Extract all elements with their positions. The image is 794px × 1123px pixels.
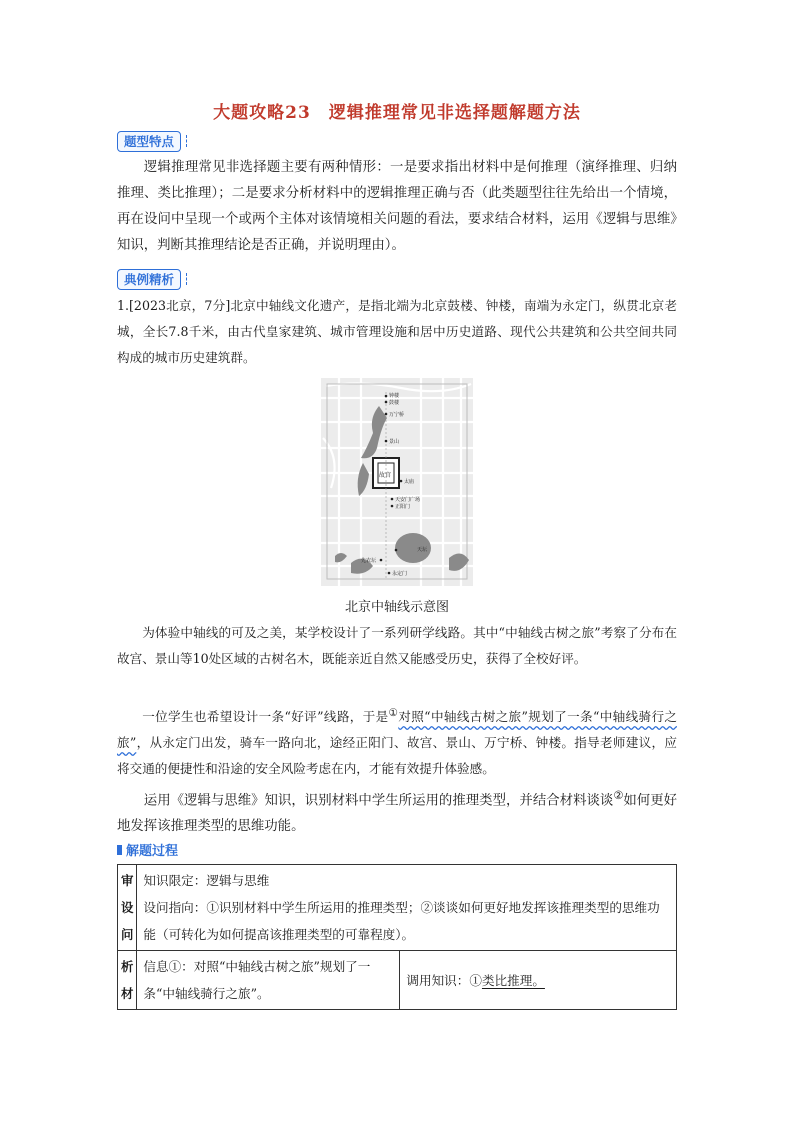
section-tag-examples: 典例精析 xyxy=(117,269,181,290)
p3-text-a: 运用《逻辑与思维》知识，识别材料中学生所运用的推理类型，并结合材料谈谈 xyxy=(143,793,614,809)
map-label-zhengyangmen: 正阳门 xyxy=(395,504,411,510)
p3-text-b: 如何更好地发挥该推理类型的思维功能。 xyxy=(117,793,677,835)
process-heading-text: 解题过程 xyxy=(126,844,179,859)
map-label-taimiao: 太庙 xyxy=(404,479,415,485)
question-intro: 1.[2023北京，7分]北京中轴线文化遗产，是指北端为北京鼓楼、钟楼，南端为永定门，纵贯北京老城，全长7.8千米，由古代皇家建筑、城市管理设施和居中历史道路、现代公共建筑和公共空间共同构成的城市历史建筑群。 xyxy=(117,298,677,365)
solution-table xyxy=(117,864,677,1010)
knowledge-used xyxy=(400,951,677,1010)
process-heading xyxy=(117,840,178,859)
knowledge-answer: 类比推理。 xyxy=(481,972,545,988)
question-direction: 设问指向：①识别材料中学生所运用的推理类型；②谈谈如何更好地发挥该推理类型的思维功能（可转化为如何提高该推理类型的可靠程度）。 xyxy=(143,900,660,942)
table-row xyxy=(118,951,677,1010)
marker-1: ① xyxy=(388,707,399,719)
section-tag-features: 题型特点 xyxy=(117,131,181,152)
map-label-gulou: 鼓楼 xyxy=(389,400,400,406)
map-label-tiananmen: 天安门广场 xyxy=(395,497,421,503)
map-label-yongdingmen: 永定门 xyxy=(392,571,408,577)
map-label-jingshan: 景山 xyxy=(389,439,400,445)
paragraph-tree-route: 为体验中轴线的可及之美，某学校设计了一系列研学线路。其中“中轴线古树之旅”考察了分布在故宫、景山等10处区域的古树名木，既能亲近自然又能感受历史，获得了全校好评。 xyxy=(117,625,677,666)
table-row xyxy=(118,865,677,951)
page-title: 大题攻略23 逻辑推理常见非选择题解题方法 xyxy=(213,103,581,123)
map-label-zhonglou: 钟楼 xyxy=(389,393,400,399)
marker-2: ② xyxy=(613,789,624,802)
question-prompt xyxy=(117,783,677,840)
heading-marker-icon xyxy=(117,845,122,855)
row-label-shenshewen: 审设问 xyxy=(118,865,137,951)
features-paragraph: 逻辑推理常见非选择题主要有两种情形：一是要求指出材料中是何推理（演绎推理、归纳推理、类比推理）；二是要求分析材料中的逻辑推理正确与否（此类题型往往先给出一个情境，再在设问中呈现一个或两个主体对该情境相关问题的看法，要求结合材料，运用《逻辑与思维》知识，判断其推理结论是否正确，并说明理由）。 xyxy=(117,160,677,253)
p2-text-a: 一位学生也希望设计一条“好评”线路，于是 xyxy=(142,709,389,725)
material-info: 信息①：对照“中轴线古树之旅”规划了一条“中轴线骑行之旅”。 xyxy=(137,951,400,1010)
row-label-xicai: 析材 xyxy=(118,951,137,1010)
map-label-tiantan: 天坛 xyxy=(417,547,428,553)
knowledge-scope: 知识限定：逻辑与思维 xyxy=(143,873,270,888)
axis-map-image xyxy=(321,378,473,586)
paragraph-cycling-route xyxy=(117,700,677,782)
map-label-gugong: 故宫 xyxy=(379,472,392,479)
knowledge-prefix: 调用知识：① xyxy=(406,972,482,988)
map-caption: 北京中轴线示意图 xyxy=(344,600,449,615)
map-label-wanningqiao: 万宁桥 xyxy=(389,412,405,418)
p2-highlight: 对照“中轴线古树之旅”规划了一条“中轴线骑行之旅” xyxy=(117,709,677,751)
map-label-xiannongtan: 先农坛 xyxy=(361,558,377,564)
row-content-question-analysis xyxy=(137,865,677,951)
p2-text-c: ，从永定门出发，骑车一路向北，途经正阳门、故宫、景山、万宁桥、钟楼。指导老师建议，应将交通的便捷性和沿途的安全风险考虑在内，才能有效提升体验感。 xyxy=(117,735,677,777)
